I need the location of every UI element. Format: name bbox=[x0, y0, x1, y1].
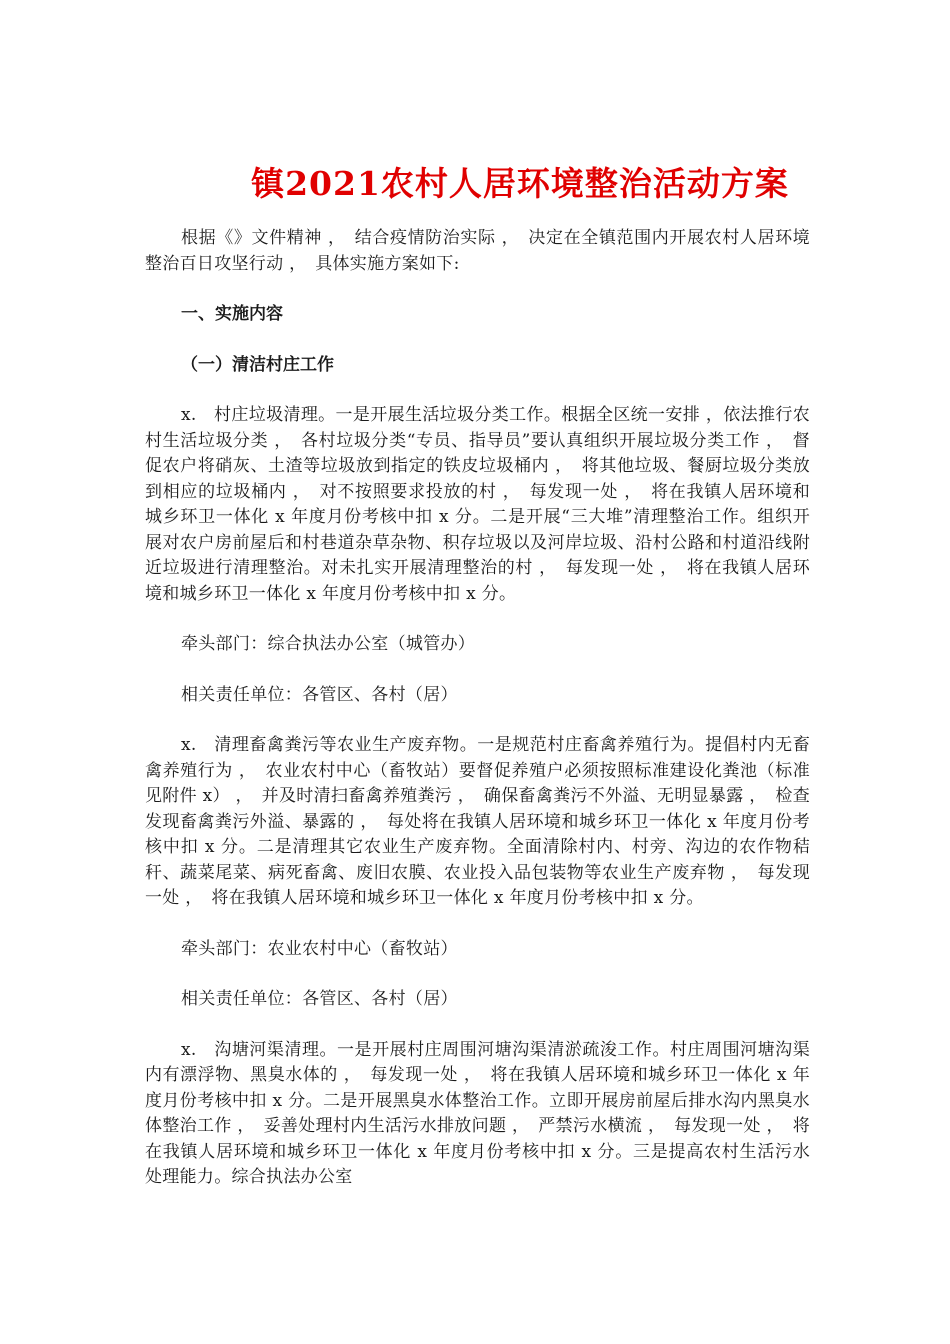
section-heading: 一、实施内容 bbox=[181, 304, 283, 324]
item-2-paragraph: x. 清理畜禽粪污等农业生产废弃物。一是规范村庄畜禽养殖行为。提倡村内无畜禽养殖行为 ， 农业农村中心（畜牧站）要督促养殖户必须按照标准建设化粪池（标准见附件 x） ， 并及时清扫畜禽养殖粪污 ， 确保畜禽粪污不外溢、无明显暴露 ， 检查发现畜禽粪污外溢、暴露的 ， 每处将在我镇人居环境和城乡环卫一体化 x 年度月份考核中扣 x 分。二是清理其它农业生产废弃物。全面清除村内、村旁、沟边的农作物秸秆、蔬菜尾菜、病死畜禽、废旧农膜、农业投入品包装物等农业生产废弃物 ， 每发现一处 ， 将在我镇人居环境和城乡环卫一体化 x 年度月份考核中扣 x 分。 bbox=[145, 735, 810, 908]
item-1-responsible-units: 相关责任单位：各管区、各村（居） bbox=[181, 684, 458, 705]
item-2-lead-department: 牵头部门：农业农村中心（畜牧站） bbox=[181, 938, 458, 959]
item-3-paragraph: x. 沟塘河渠清理。一是开展村庄周围河塘沟渠清淤疏浚工作。村庄周围河塘沟渠内有漂浮物、黑臭水体的 ， 每发现一处 ， 将在我镇人居环境和城乡环卫一体化 x 年度月份考核中扣 x 分。二是开展黑臭水体整治工作。立即开展房前屋后排水沟内黑臭水体整治工作 ， 妥善处理村内生活污水排放问题 ， 严禁污水横流 ， 每发现一处 ， 将在我镇人居环境和城乡环卫一体化 x 年度月份考核中扣 x 分。三是提高农村生活污水处理能力。综合执法办公室 bbox=[145, 1039, 810, 1187]
intro-paragraph: 根据《》文件精神 ， 结合疫情防治实际 ， 决定在全镇范围内开展农村人居环境整治百日攻坚行动 ， 具体实施方案如下: bbox=[145, 228, 810, 274]
item-1-lead-department: 牵头部门：综合执法办公室（城管办） bbox=[181, 634, 476, 654]
document-body bbox=[145, 226, 810, 1191]
item-1-paragraph: x. 村庄垃圾清理。一是开展生活垃圾分类工作。根据全区统一安排 ，依法推行农村生活垃圾分类 ， 各村垃圾分类“专员、指导员”要认真组织开展垃圾分类工作 ， 督促农户将硝灰、土渣等垃圾放到指定的铁皮垃圾桶内 ， 将其他垃圾、餐厨垃圾分类放到相应的垃圾桶内 ， 对不按照要求投放的村 ， 每发现一处 ， 将在我镇人居环境和城乡环卫一体化 x 年度月份考核中扣 x 分。二是开展“三大堆”清理整治工作。组织开展对农户房前屋后和村巷道杂草杂物、积存垃圾以及河岸垃圾、沿村公路和村道沿线附近垃圾进行清理整治。对未扎实开展清理整治的村 ， 每发现一处 ， 将在我镇人居环境和城乡环卫一体化 x 年度月份考核中扣 x 分。 bbox=[145, 405, 810, 604]
subsection-heading: （一）清洁村庄工作 bbox=[181, 354, 334, 375]
document-title: 镇2021农村人居环境整治活动方案 bbox=[251, 164, 789, 203]
item-2-responsible-units: 相关责任单位：各管区、各村（居） bbox=[181, 989, 458, 1009]
